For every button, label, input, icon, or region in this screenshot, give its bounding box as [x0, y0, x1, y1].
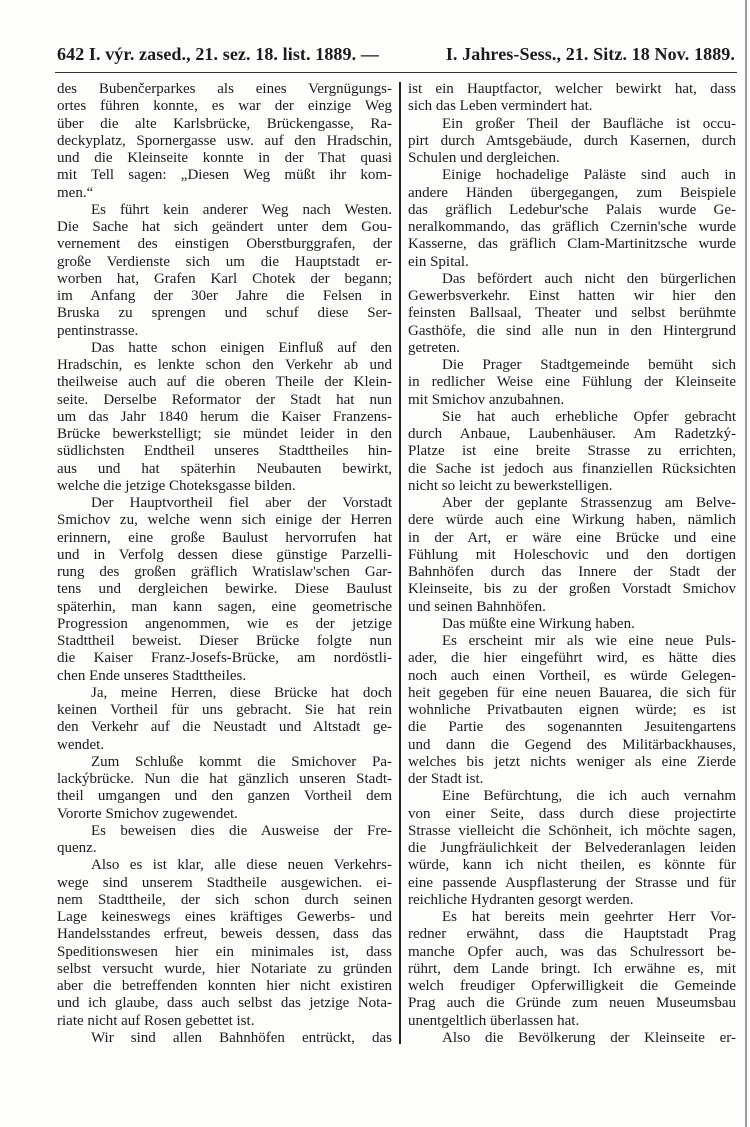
- text-line: durch Anbaue, Laubenhäuser. Am Radetzký-: [408, 426, 736, 442]
- text-line: sich das Leben vermindert hat.: [408, 98, 593, 115]
- text-line: im Anfang der 30er Jahre die Felsen in: [57, 288, 392, 304]
- text-line: Aber der geplante Strassenzug am Belve-: [442, 495, 736, 511]
- text-line: über die alte Karlsbrücke, Brückengasse, Ra-: [57, 115, 392, 132]
- text-line: rung des großen gräflich Wratislaw'schen Gar-: [57, 564, 392, 580]
- text-line: heit gegeben für eine neuen Bauarea, die sich für: [408, 684, 736, 701]
- text-line: ader, die hier eingeführt wird, es hätte dies: [408, 650, 736, 667]
- text-line: men.“: [57, 184, 94, 201]
- text-line: Es führt kein anderer Weg nach Westen.: [91, 201, 392, 218]
- text-line: riate nicht auf Rosen gebettet ist.: [57, 1012, 255, 1029]
- text-line: Strasse vielleicht die Schönheit, ich möchte sagen,: [408, 822, 736, 839]
- running-header: [57, 44, 735, 65]
- text-line: pentinstrasse.: [57, 322, 139, 339]
- text-line: feinsten Ballsaal, Theater und selbst berühmte: [408, 305, 736, 322]
- text-line: mit Tell sagen: „Diesen Weg müßt ihr kom-: [57, 167, 392, 184]
- text-line: ortes führen konnte, es war der einzige Weg: [57, 98, 392, 115]
- text-line: nem Stadttheile, der sich schon durch seinen: [57, 891, 392, 908]
- text-line: die Partie des sogenannten Jesuitengartens: [408, 719, 736, 736]
- text-line: quenz.: [57, 840, 97, 856]
- text-line: lackýbrücke. Nun die hat gänzlich unseren Stadt-: [57, 771, 392, 787]
- text-line: Bahnhöfen durch das Innere der Stadt der: [408, 564, 736, 580]
- text-line: Fühlung mit Holeschovic und den dortigen: [408, 546, 736, 563]
- text-line: Sie hat auch erhebliche Opfer gebracht: [442, 408, 736, 425]
- text-line: Lage keineswegs eines kräftiges Gewerbs- und: [57, 909, 392, 925]
- text-line: Platze ist eine breite Strasse zu errichten,: [408, 443, 736, 460]
- text-line: Brücke bewerkstelligt; sie mündet leider in den: [57, 426, 392, 442]
- text-line: um das Jahr 1840 herum die Kaiser Franzens-: [57, 408, 392, 425]
- text-line: späterhin, man kann sagen, eine geometrische: [57, 598, 392, 615]
- text-line: nicht so leicht zu bewerkstelligen.: [408, 477, 613, 494]
- right-column: [408, 81, 736, 1047]
- text-line: wohnliche Privatbauten eignen würde; es ist: [408, 702, 736, 718]
- text-line: getreten.: [408, 339, 461, 356]
- text-line: und ich glaube, dass auch selbst das jetzige Nota-: [57, 995, 392, 1012]
- text-line: und in Verfolg dessen diese günstige Parzelli-: [57, 546, 392, 563]
- text-line: Wir sind allen Bahnhöfen entrückt, das: [91, 1029, 392, 1046]
- text-line: Die Prager Stadtgemeinde bemüht sich: [442, 357, 736, 373]
- text-line: und die Kleinseite konnte in der That quasi: [57, 150, 392, 166]
- text-line: Progression angenommen, wie es der jetzige: [57, 615, 392, 632]
- text-line: welch freudiger Opferwilligkeit die Gemeinde: [408, 978, 736, 994]
- text-line: selbst versucht wurde, hier Notariate zu gründen: [57, 960, 392, 977]
- text-line: andere Händen übergegangen, zum Beispiele: [408, 184, 736, 201]
- text-line: die Jungfräulichkeit der Belvederanlagen leiden: [408, 840, 736, 856]
- text-line: Der Hauptvortheil fiel aber der Vorstadt: [91, 495, 392, 511]
- text-line: manche Opfer auch, was das Schulressort be-: [408, 943, 736, 960]
- text-line: Kleinseite, bis zu der großen Vorstadt Smichov: [408, 581, 736, 598]
- text-line: keinen Vortheil für uns gebracht. Sie hat rein: [57, 702, 392, 718]
- text-line: in der Art, er wäre eine Brücke und eine: [408, 529, 736, 546]
- text-line: noch auch einen Vortheil, es würde Gelegen-: [408, 667, 736, 684]
- text-line: seite. Derselbe Reformator der Stadt hat nun: [57, 391, 392, 408]
- text-line: des Bubenčerparkes als eines Vergnügungs-: [57, 81, 392, 97]
- text-line: welches bis jetzt nichts weniger als eine Zierde: [408, 753, 736, 770]
- text-line: das gräflich Ledebur'sche Palais wurde Ge-: [408, 201, 736, 218]
- left-column: [57, 81, 392, 1047]
- text-line: chen Ende unseres Stadttheiles.: [57, 667, 247, 684]
- text-line: Zum Schluße kommt die Smichover Pa-: [91, 753, 392, 770]
- text-line: mit Smichov anzubahnen.: [408, 391, 565, 408]
- text-line: von einer Seite, dass durch diese projectirte: [408, 805, 736, 822]
- text-line: reichliche Hydranten gesorgt werden.: [408, 891, 634, 908]
- text-line: Ja, meine Herren, diese Brücke hat doch: [91, 684, 392, 701]
- text-line: der Stadt ist.: [408, 771, 484, 787]
- text-line: vernement des einstigen Oberstburggrafen, der: [57, 236, 392, 253]
- header-czech: 642 I. výr. zased., 21. sez. 18. list. 1889. —: [57, 44, 379, 64]
- text-line: deckyplatz, Spornergasse usw. auf den Hradschin,: [57, 132, 392, 149]
- text-line: Bruska zu sprengen und schuf diese Ser-: [57, 305, 392, 322]
- text-line: tens und dergleichen bewirke. Diese Baulust: [57, 581, 392, 598]
- text-line: erinnern, eine große Baulust hervorrufen hat: [57, 529, 392, 546]
- text-line: die Sache ist jedoch aus finanziellen Rücksichten: [408, 460, 736, 477]
- text-line: würde, kann ich nicht theilen, es könnte für: [408, 857, 736, 874]
- text-line: welche die jetzige Choteksgasse bilden.: [57, 477, 296, 494]
- text-line: Eine Befürchtung, die ich auch vernahm: [442, 788, 736, 805]
- text-line: theil umgangen und den ganzen Vortheil dem: [57, 788, 392, 805]
- text-line: ist ein Hauptfactor, welcher bewirkt hat, dass: [408, 81, 736, 97]
- text-line: neralkommando, das gräflich Czernin'sche wurde: [408, 219, 736, 235]
- text-line: Stadttheil beweist. Dieser Brücke folgte nun: [57, 633, 392, 649]
- text-line: in redlicher Weise eine Fühlung der Kleinseite: [408, 374, 736, 391]
- text-line: Es erscheint mir als wie eine neue Puls-: [442, 633, 736, 649]
- text-line: und seinen Bahnhöfen.: [408, 598, 546, 615]
- text-line: Vororte Smichov zugewendet.: [57, 805, 238, 822]
- text-line: Speditionswesen hier ein minimales ist, dass: [57, 943, 392, 960]
- text-line: die Kaiser Franz-Josefs-Brücke, am nordöstli-: [57, 650, 392, 667]
- text-line: Also die Bevölkerung der Kleinseite er-: [442, 1029, 736, 1046]
- header-german: I. Jahres-Sess., 21. Sitz. 18 Nov. 1889.: [445, 44, 735, 64]
- text-line: Das müßte eine Wirkung haben.: [442, 615, 635, 632]
- text-line: Schulen und dergleichen.: [408, 150, 560, 166]
- text-line: Einige hochadelige Paläste sind auch in: [442, 167, 736, 184]
- text-line: pirt durch Amtsgebäude, durch Kasernen, durch: [408, 132, 736, 149]
- text-line: Ein großer Theil der Baufläche ist occu-: [442, 115, 736, 132]
- text-line: theilweise auch auf die oberen Theile der Klein-: [57, 374, 392, 391]
- text-line: Smichov zu, welche wenn sich einige der Herren: [57, 512, 392, 529]
- text-line: Handelsstandes erfreut, beweis dessen, dass das: [57, 926, 392, 943]
- header-rule: [55, 72, 737, 73]
- text-line: Kasserne, das gräflich Clam-Martinitzsche wurde: [408, 236, 736, 253]
- text-line: ein Spital.: [408, 253, 469, 270]
- text-line: Hradschin, es lenkte schon den Verkehr ab und: [57, 357, 392, 373]
- text-line: rührt, dem Lande bringt. Ich erwähne es, mit: [408, 960, 736, 977]
- text-line: redner erwähnt, dass die Hauptstadt Prag: [408, 926, 736, 943]
- text-line: den Verkehr auf die Neustadt und Altstadt ge-: [57, 719, 392, 736]
- text-line: Es hat bereits mein geehrter Herr Vor-: [442, 909, 736, 925]
- column-divider: [399, 82, 401, 1044]
- text-line: große Verdienste sich um die Hauptstadt er-: [57, 253, 392, 270]
- text-line: Also es ist klar, alle diese neuen Verkehrs-: [91, 857, 392, 874]
- text-line: Das hatte schon einigen Einfluß auf den: [91, 339, 392, 356]
- text-line: Gewerbsverkehr. Einst hatten wir hier den: [408, 288, 736, 304]
- text-line: Gasthöfe, die sind alle nun in den Hintergrund: [408, 322, 736, 339]
- text-line: unentgeltlich überlassen hat.: [408, 1012, 580, 1029]
- text-line: wendet.: [57, 736, 105, 753]
- text-line: aber die betreffenden konnten hier nicht existiren: [57, 978, 392, 994]
- text-line: Es beweisen dies die Ausweise der Fre-: [91, 822, 392, 839]
- text-line: eine passende Auspflasterung der Strasse und für: [408, 874, 736, 891]
- text-line: dere würde auch eine Wirkung haben, nämlich: [408, 512, 736, 529]
- text-line: worben hat, Grafen Karl Chotek der begann;: [57, 270, 392, 287]
- text-line: Das befördert auch nicht den bürgerlichen: [442, 270, 736, 287]
- text-line: aus und hat späterhin Neubauten bewirkt,: [57, 460, 392, 477]
- text-line: und dann die Gegend des Militärbackhauses,: [408, 736, 736, 753]
- scan-edge: [745, 0, 747, 1127]
- text-line: Die Sache hat sich geändert unter dem Gou-: [57, 219, 392, 235]
- text-line: wege sind unserem Stadtheile ausgewichen. ei-: [57, 874, 392, 891]
- text-line: Prag auch die Gründe zum neuen Museumsbau: [408, 995, 736, 1012]
- text-line: südlichsten Endtheil unseres Stadttheiles hin-: [57, 443, 392, 460]
